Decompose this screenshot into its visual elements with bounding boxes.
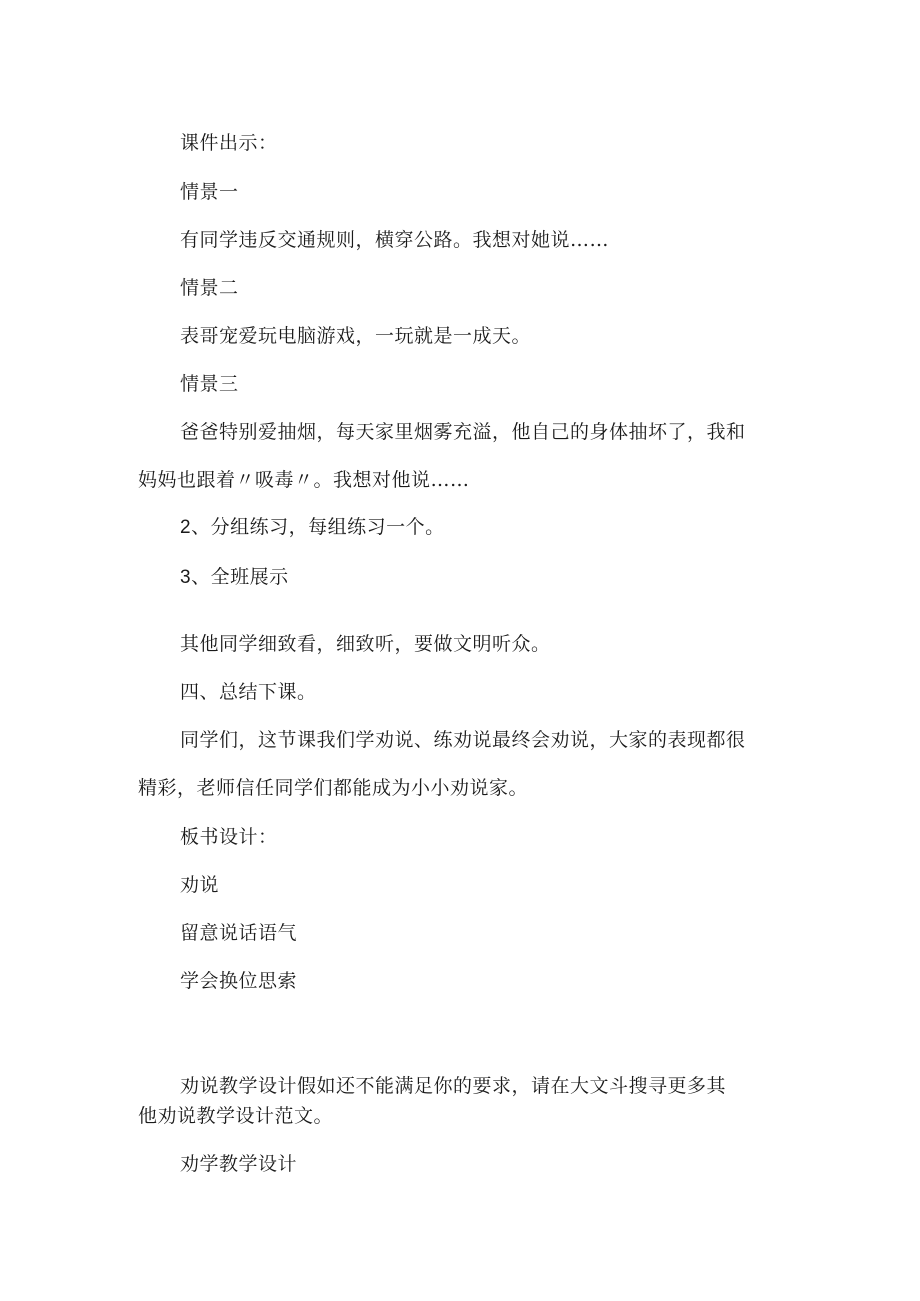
footer-note-line1: 劝说教学设计假如还不能满足你的要求，请在大文斗搜寻更多其: [180, 1075, 727, 1097]
summary-text-line1: 同学们，这节课我们学劝说、练劝说最终会劝说，大家的表现都很: [180, 729, 746, 751]
board-item-tone: 留意说话语气: [180, 922, 298, 944]
section-four-heading: 四、总结下课。: [180, 681, 317, 703]
step-group-practice: 2、分组练习，每组练习一个。: [180, 517, 445, 538]
scenario-one-heading: 情景一: [180, 181, 239, 203]
scenario-two-heading: 情景二: [180, 277, 239, 299]
board-item-empathy: 学会换位思索: [180, 970, 298, 992]
footer-note-line2: 他劝说教学设计范文。: [138, 1105, 334, 1127]
step-class-display: 3、全班展示: [180, 567, 289, 588]
scenario-one-text: 有同学违反交通规则，横穿公路。我想对她说……: [180, 229, 610, 251]
summary-text-line2: 精彩，老师信任同学们都能成为小小劝说家。: [138, 777, 529, 799]
audience-note: 其他同学细致看，细致听，要做文明听众。: [180, 633, 551, 655]
board-design-heading: 板书设计：: [180, 826, 278, 848]
scenario-two-text: 表哥宠爱玩电脑游戏，一玩就是一成天。: [180, 325, 532, 347]
board-item-persuade: 劝说: [180, 874, 220, 896]
related-title: 劝学教学设计: [180, 1153, 298, 1175]
scenario-three-text-line2: 妈妈也跟着〃吸毒〃。我想对他说……: [138, 469, 470, 491]
scenario-three-heading: 情景三: [180, 373, 239, 395]
scenario-three-text-line1: 爸爸特别爱抽烟，每天家里烟雾充溢，他自己的身体抽坏了，我和: [180, 421, 746, 443]
courseware-heading: 课件出示：: [180, 132, 278, 154]
